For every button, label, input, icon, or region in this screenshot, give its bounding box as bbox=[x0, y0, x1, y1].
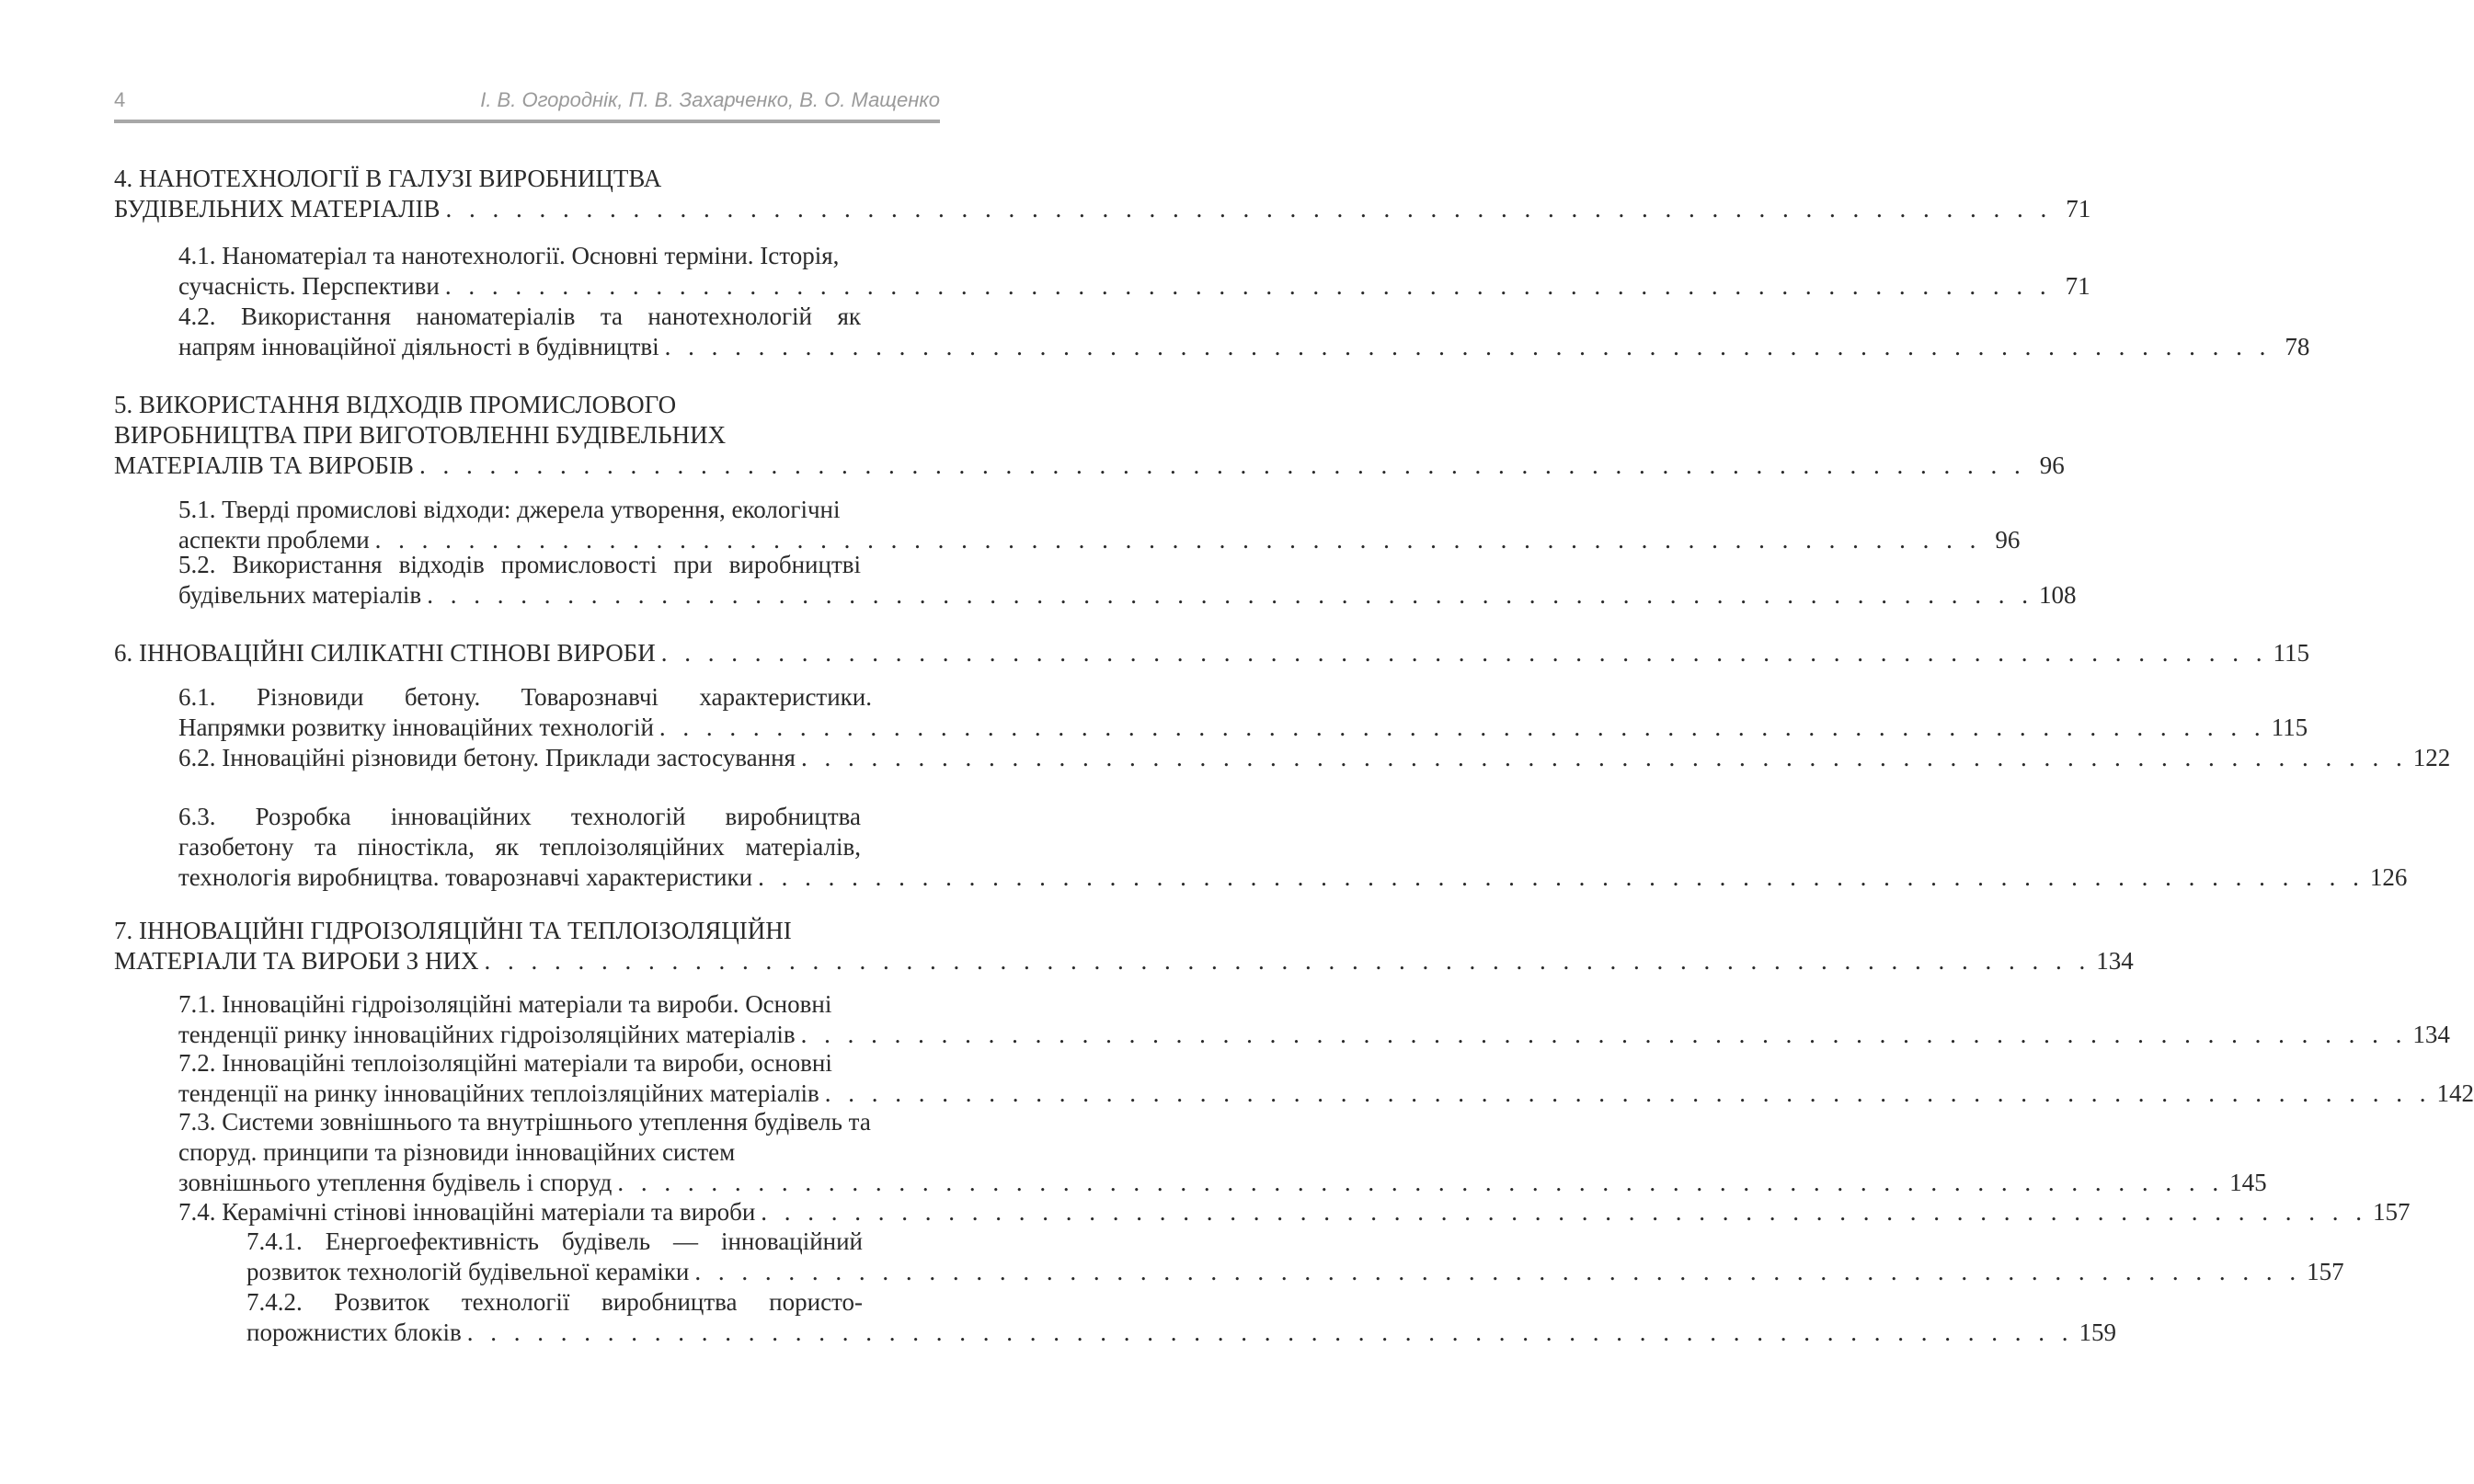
chapter-4-title-end: БУДІВЕЛЬНИХ МАТЕРІАЛІВ bbox=[114, 195, 441, 223]
section-7-4-2-title-end: порожнистих блоків bbox=[246, 1318, 462, 1346]
section-4-2-title-end: напрям інноваційної діяльності в будівництві bbox=[178, 333, 659, 360]
dot-leader: . . . . . . . . . . . . . . . . . . . . . . . . . . . . . . . . . . . . . . . . . . . . . . . . . . . . . . . . . . . . . . . . . . . . . bbox=[659, 713, 2266, 741]
dot-leader: . . . . . . . . . . . . . . . . . . . . . . . . . . . . . . . . . . . . . . . . . . . . . . . . . . . . . . . . . . . . . . . . . . . . . bbox=[758, 863, 2365, 891]
chapter-4-title-line-2 bbox=[114, 194, 2091, 224]
toc-section-6-3[interactable] bbox=[178, 802, 2408, 893]
toc-section-7-4-1[interactable] bbox=[246, 1227, 2344, 1287]
toc-section-5-2[interactable] bbox=[178, 550, 2077, 611]
section-4-1-page: 71 bbox=[2065, 272, 2090, 300]
section-4-2-page: 78 bbox=[2285, 333, 2310, 360]
header-rule bbox=[114, 120, 940, 123]
section-5-2-title-end: будівельних матеріалів bbox=[178, 581, 422, 609]
dot-leader: . . . . . . . . . . . . . . . . . . . . . . . . . . . . . . . . . . . . . . . . . . . . . . . . . . . . . . . . . . . . . . . . . . . . . bbox=[824, 1079, 2432, 1107]
section-5-2-line-2 bbox=[178, 580, 2077, 611]
dot-leader: . . . . . . . . . . . . . . . . . . . . . . . . . . . . . . . . . . . . . . . . . . . . . . . . . . . . . . . . . . . . . . . . . . . . . bbox=[694, 1258, 2302, 1285]
chapter-4-title-line-1: 4. НАНОТЕХНОЛОГІЇ В ГАЛУЗІ ВИРОБНИЦТВА bbox=[114, 165, 662, 192]
section-7-4-2-line-2 bbox=[246, 1318, 2116, 1348]
chapter-6-title: 6. ІННОВАЦІЙНІ СИЛІКАТНІ СТІНОВІ ВИРОБИ bbox=[114, 639, 656, 667]
toc-chapter-7[interactable] bbox=[114, 916, 2134, 976]
chapter-5-title-line-2: ВИРОБНИЦТВА ПРИ ВИГОТОВЛЕННІ БУДІВЕЛЬНИХ bbox=[114, 421, 727, 449]
section-6-1-title-end: Напрямки розвитку інноваційних технологій bbox=[178, 713, 654, 741]
section-7-4-1-line-2 bbox=[246, 1257, 2344, 1287]
section-5-1-title-end: аспекти проблеми bbox=[178, 526, 370, 554]
section-7-4-page: 157 bbox=[2373, 1198, 2411, 1226]
section-6-2-line-1 bbox=[178, 743, 2451, 773]
toc-section-7-3[interactable] bbox=[178, 1107, 2267, 1198]
section-6-1-line-2 bbox=[178, 713, 2308, 743]
section-7-2-page: 142 bbox=[2436, 1079, 2474, 1107]
dot-leader: . . . . . . . . . . . . . . . . . . . . . . . . . . . . . . . . . . . . . . . . . . . . . . . . . . . . . . . . . . . . . . . . . . . . . bbox=[444, 272, 2052, 300]
toc-chapter-4[interactable] bbox=[114, 164, 2091, 224]
dot-leader: . . . . . . . . . . . . . . . . . . . . . . . . . . . . . . . . . . . . . . . . . . . . . . . . . . . . . . . . . . . . . . . . . . . . . bbox=[374, 526, 1982, 554]
dot-leader: . . . . . . . . . . . . . . . . . . . . . . . . . . . . . . . . . . . . . . . . . . . . . . . . . . . . . . . . . . . . . . . . . . . . . bbox=[617, 1169, 2225, 1196]
toc-chapter-5[interactable] bbox=[114, 390, 2065, 481]
toc-section-7-4-2[interactable] bbox=[246, 1287, 2116, 1348]
section-7-3-line-3 bbox=[178, 1168, 2267, 1198]
section-5-1-page: 96 bbox=[1995, 526, 2021, 554]
section-7-3-page: 145 bbox=[2229, 1169, 2267, 1196]
section-5-2-line-1: 5.2. Використання відходів промисловості при виробництві bbox=[178, 551, 861, 578]
section-6-2-title: 6.2. Інноваційні різновиди бетону. Приклади застосування bbox=[178, 744, 796, 771]
section-7-1-title-end: тенденції ринку інноваційних гідроізоляційних матеріалів bbox=[178, 1021, 796, 1048]
chapter-5-title-end: МАТЕРІАЛІВ ТА ВИРОБІВ bbox=[114, 451, 414, 479]
section-5-2-page: 108 bbox=[2038, 581, 2077, 609]
section-4-1-title-end: сучасність. Перспективи bbox=[178, 272, 440, 300]
dot-leader: . . . . . . . . . . . . . . . . . . . . . . . . . . . . . . . . . . . . . . . . . . . . . . . . . . . . . . . . . . . . . . . . . . . . . bbox=[761, 1198, 2368, 1226]
section-7-4-2-page: 159 bbox=[2079, 1318, 2116, 1346]
section-6-3-line-3 bbox=[178, 862, 2408, 893]
section-6-3-line-1: 6.3. Розробка інноваційних технологій виробництва bbox=[178, 803, 861, 830]
section-6-1-line-1: 6.1. Різновиди бетону. Товарознавчі характеристики. bbox=[178, 683, 872, 711]
section-6-3-title-end: технологія виробництва. товарознавчі характеристики bbox=[178, 863, 753, 891]
section-7-4-2-line-1: 7.4.2. Розвиток технології виробництва пористо- bbox=[246, 1288, 863, 1316]
chapter-6-title-line-1 bbox=[114, 638, 2310, 668]
running-header-authors: І. В. Огороднік, П. В. Захарченко, В. О. Мащенко bbox=[480, 88, 940, 111]
chapter-7-title-line-1: 7. ІННОВАЦІЙНІ ГІДРОІЗОЛЯЦІЙНІ ТА ТЕПЛОІЗОЛЯЦІЙНІ bbox=[114, 917, 792, 944]
toc-section-4-2[interactable] bbox=[178, 302, 2310, 362]
section-7-4-1-line-1: 7.4.1. Енергоефективність будівель — інноваційний bbox=[246, 1227, 863, 1255]
section-7-2-title-end: тенденції на ринку інноваційних теплоізляційних матеріалів bbox=[178, 1079, 819, 1107]
chapter-5-page: 96 bbox=[2039, 451, 2065, 479]
section-5-1-line-1: 5.1. Тверді промислові відходи: джерела утворення, екологічні bbox=[178, 496, 841, 523]
toc-section-7-2[interactable] bbox=[178, 1048, 2474, 1109]
section-7-4-title: 7.4. Керамічні стінові інноваційні матеріали та вироби bbox=[178, 1198, 756, 1226]
chapter-7-title-end: МАТЕРІАЛИ ТА ВИРОБИ З НИХ bbox=[114, 947, 479, 975]
running-header bbox=[114, 88, 940, 121]
section-6-3-line-2: газобетону та піностікла, як теплоізоляційних матеріалів, bbox=[178, 833, 861, 861]
dot-leader: . . . . . . . . . . . . . . . . . . . . . . . . . . . . . . . . . . . . . . . . . . . . . . . . . . . . . . . . . . . . . . . . . . . . . bbox=[800, 1021, 2408, 1048]
chapter-7-title-line-2 bbox=[114, 946, 2134, 976]
section-7-2-line-2 bbox=[178, 1079, 2474, 1109]
section-7-2-line-1: 7.2. Інноваційні теплоізоляційні матеріали та вироби, основні bbox=[178, 1049, 832, 1077]
section-4-2-line-1: 4.2. Використання наноматеріалів та нанотехнологій як bbox=[178, 303, 861, 330]
chapter-5-title-line-3 bbox=[114, 451, 2065, 481]
dot-leader: . . . . . . . . . . . . . . . . . . . . . . . . . . . . . . . . . . . . . . . . . . . . . . . . . . . . . . . . . . . . . . . . . . . . . bbox=[800, 744, 2408, 771]
section-4-1-line-1: 4.1. Наноматеріал та нанотехнології. Основні терміни. Історія, bbox=[178, 242, 840, 269]
section-7-3-line-1: 7.3. Системи зовнішнього та внутрішнього утеплення будівель та bbox=[178, 1108, 871, 1136]
chapter-7-page: 134 bbox=[2096, 947, 2134, 975]
chapter-6-page: 115 bbox=[2273, 639, 2310, 667]
toc-section-4-1[interactable] bbox=[178, 241, 2090, 302]
toc-section-6-2[interactable] bbox=[178, 743, 2451, 773]
toc-section-6-1[interactable] bbox=[178, 682, 2308, 743]
chapter-5-title-line-1: 5. ВИКОРИСТАННЯ ВІДХОДІВ ПРОМИСЛОВОГО bbox=[114, 391, 677, 418]
toc-section-7-4[interactable] bbox=[178, 1197, 2411, 1227]
section-7-3-line-2: споруд. принципи та різновиди інноваційних систем bbox=[178, 1138, 736, 1166]
dot-leader: . . . . . . . . . . . . . . . . . . . . . . . . . . . . . . . . . . . . . . . . . . . . . . . . . . . . . . . . . . . . . . . . . . . . . bbox=[418, 451, 2026, 479]
section-4-2-line-2 bbox=[178, 332, 2310, 362]
section-6-3-page: 126 bbox=[2369, 863, 2408, 891]
dot-leader: . . . . . . . . . . . . . . . . . . . . . . . . . . . . . . . . . . . . . . . . . . . . . . . . . . . . . . . . . . . . . . . . . . . . . bbox=[445, 195, 2053, 223]
dot-leader: . . . . . . . . . . . . . . . . . . . . . . . . . . . . . . . . . . . . . . . . . . . . . . . . . . . . . . . . . . . . . . . . . . . . . bbox=[466, 1318, 2074, 1346]
section-7-1-line-1: 7.1. Інноваційні гідроізоляційні матеріали та вироби. Основні bbox=[178, 990, 832, 1018]
dot-leader: . . . . . . . . . . . . . . . . . . . . . . . . . . . . . . . . . . . . . . . . . . . . . . . . . . . . . . . . . . . . . . . . . . . . . bbox=[427, 581, 2033, 609]
section-4-1-line-2 bbox=[178, 271, 2090, 302]
section-6-2-page: 122 bbox=[2412, 744, 2451, 771]
toc-section-5-1[interactable] bbox=[178, 495, 2021, 555]
section-7-1-line-2 bbox=[178, 1020, 2450, 1050]
section-7-4-1-page: 157 bbox=[2307, 1258, 2344, 1285]
dot-leader: . . . . . . . . . . . . . . . . . . . . . . . . . . . . . . . . . . . . . . . . . . . . . . . . . . . . . . . . . . . . . . . . . . . . . bbox=[660, 639, 2268, 667]
toc-chapter-6[interactable] bbox=[114, 638, 2310, 668]
dot-leader: . . . . . . . . . . . . . . . . . . . . . . . . . . . . . . . . . . . . . . . . . . . . . . . . . . . . . . . . . . . . . . . . . . . . . bbox=[484, 947, 2091, 975]
section-6-1-page: 115 bbox=[2271, 713, 2308, 741]
section-7-1-page: 134 bbox=[2412, 1021, 2450, 1048]
dot-leader: . . . . . . . . . . . . . . . . . . . . . . . . . . . . . . . . . . . . . . . . . . . . . . . . . . . . . . . . . . . . . . . . . . . . . bbox=[664, 333, 2272, 360]
toc-section-7-1[interactable] bbox=[178, 989, 2450, 1050]
section-7-4-line-1 bbox=[178, 1197, 2411, 1227]
page-number: 4 bbox=[114, 88, 126, 111]
section-7-3-title-end: зовнішнього утеплення будівель і споруд bbox=[178, 1169, 613, 1196]
chapter-4-page: 71 bbox=[2066, 195, 2091, 223]
section-7-4-1-title-end: розвиток технологій будівельної кераміки bbox=[246, 1258, 690, 1285]
